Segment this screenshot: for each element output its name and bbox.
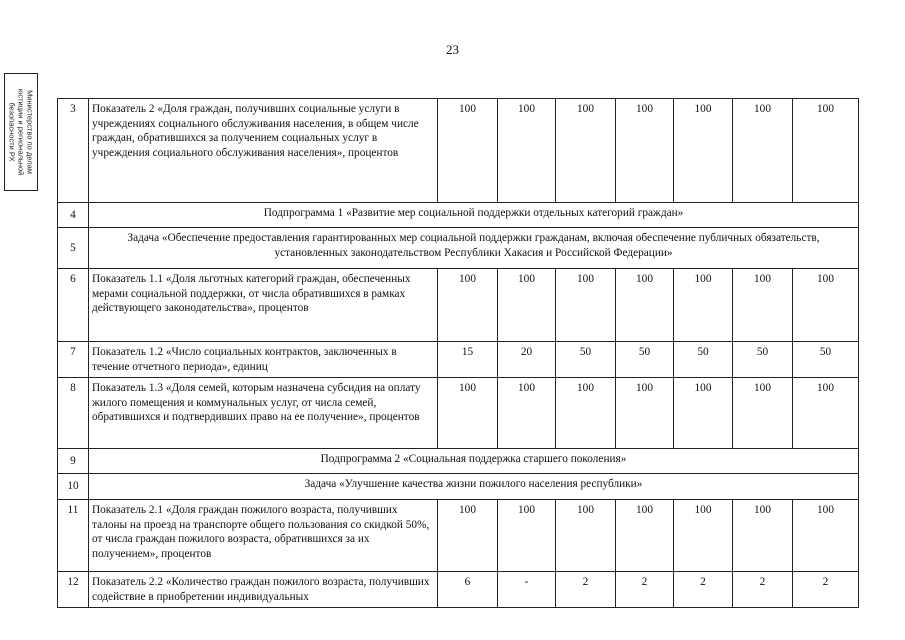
section-row [58, 474, 859, 500]
indicator-description: Показатель 2 «Доля граждан, получивших социальные услуги в учреждениях социального обслуживания населения, в общем числе граждан, обратившихся за получением социальных услуг в учреждения социального обслуживания населения», процентов [89, 99, 438, 203]
section-title: Задача «Улучшение качества жизни пожилого населения республики» [89, 474, 859, 500]
indicator-value: 2 [556, 572, 616, 608]
indicator-value: 100 [556, 269, 616, 342]
indicator-value: 2 [616, 572, 674, 608]
indicator-description: Показатель 2.2 «Количество граждан пожилого возраста, получивших содействие в приобретении индивидуальных [89, 572, 438, 608]
indicator-value: - [498, 572, 556, 608]
indicator-row [58, 378, 859, 449]
section-row [58, 203, 859, 228]
indicator-value: 100 [438, 99, 498, 203]
stamp-line: безопасности РХ [7, 102, 17, 162]
indicator-value: 100 [438, 500, 498, 572]
indicator-row [58, 269, 859, 342]
row-number: 11 [58, 500, 89, 572]
row-number: 10 [58, 474, 89, 500]
section-row [58, 449, 859, 474]
indicator-value: 100 [733, 378, 793, 449]
section-title: Подпрограмма 1 «Развитие мер социальной поддержки отдельных категорий граждан» [89, 203, 859, 228]
indicator-value: 100 [616, 269, 674, 342]
indicator-value: 100 [793, 99, 859, 203]
stamp-line: юстиции и региональной [16, 88, 26, 176]
row-number: 9 [58, 449, 89, 474]
page-number: 23 [446, 42, 459, 57]
indicator-value: 100 [674, 500, 733, 572]
indicator-value: 100 [733, 500, 793, 572]
indicator-value: 100 [438, 269, 498, 342]
indicator-value: 100 [793, 269, 859, 342]
indicator-value: 100 [674, 378, 733, 449]
indicator-value: 100 [556, 378, 616, 449]
indicator-value: 2 [793, 572, 859, 608]
indicator-value: 20 [498, 342, 556, 378]
section-title: Задача «Обеспечение предоставления гарантированных мер социальной поддержки гражданам, включая обеспечение публичных обязательств, установленных законодательством Республики Хакасия и Российской Федерации» [89, 228, 859, 269]
row-number: 12 [58, 572, 89, 608]
indicator-value: 50 [733, 342, 793, 378]
indicator-value: 50 [556, 342, 616, 378]
indicator-value: 100 [498, 269, 556, 342]
section-title: Подпрограмма 2 «Социальная поддержка старшего поколения» [89, 449, 859, 474]
row-number: 5 [58, 228, 89, 269]
indicator-value: 50 [793, 342, 859, 378]
indicator-value: 100 [674, 99, 733, 203]
indicator-value: 2 [733, 572, 793, 608]
indicator-value: 100 [793, 378, 859, 449]
row-number: 6 [58, 269, 89, 342]
indicator-description: Показатель 1.1 «Доля льготных категорий граждан, обеспеченных мерами социальной поддержки, от числа обратившихся в рамках действующего законодательства», процентов [89, 269, 438, 342]
indicator-value: 50 [616, 342, 674, 378]
indicator-value: 100 [556, 99, 616, 203]
indicator-value: 100 [616, 99, 674, 203]
indicator-value: 100 [616, 378, 674, 449]
indicators-table [57, 98, 859, 608]
row-number: 4 [58, 203, 89, 228]
indicator-value: 100 [733, 269, 793, 342]
indicator-value: 6 [438, 572, 498, 608]
table-body [58, 99, 859, 608]
indicator-value: 100 [556, 500, 616, 572]
registration-stamp [4, 73, 38, 191]
row-number: 8 [58, 378, 89, 449]
indicator-value: 100 [498, 99, 556, 203]
row-number: 7 [58, 342, 89, 378]
indicator-row [58, 500, 859, 572]
indicator-value: 2 [674, 572, 733, 608]
indicator-value: 100 [793, 500, 859, 572]
indicator-description: Показатель 2.1 «Доля граждан пожилого возраста, получивших талоны на проезд на транспорте общего пользования со скидкой 50%, от числа граждан пожилого возраста, обратившихся за их получением», процентов [89, 500, 438, 572]
indicator-description: Показатель 1.2 «Число социальных контрактов, заключенных в течение отчетного периода», единиц [89, 342, 438, 378]
indicator-row [58, 99, 859, 203]
row-number: 3 [58, 99, 89, 203]
indicator-description: Показатель 1.3 «Доля семей, которым назначена субсидия на оплату жилого помещения и коммунальных услуг, от числа семей, обратившихся и подтвердивших право на ее получение», процентов [89, 378, 438, 449]
stamp-line: Министерство по делам [25, 90, 35, 174]
indicator-value: 100 [498, 378, 556, 449]
indicator-row [58, 342, 859, 378]
indicator-value: 100 [733, 99, 793, 203]
indicator-value: 100 [674, 269, 733, 342]
indicator-value: 100 [438, 378, 498, 449]
stamp-text [8, 77, 35, 187]
indicator-value: 100 [616, 500, 674, 572]
section-row [58, 228, 859, 269]
indicator-value: 50 [674, 342, 733, 378]
indicator-row [58, 572, 859, 608]
indicator-value: 100 [498, 500, 556, 572]
indicator-value: 15 [438, 342, 498, 378]
